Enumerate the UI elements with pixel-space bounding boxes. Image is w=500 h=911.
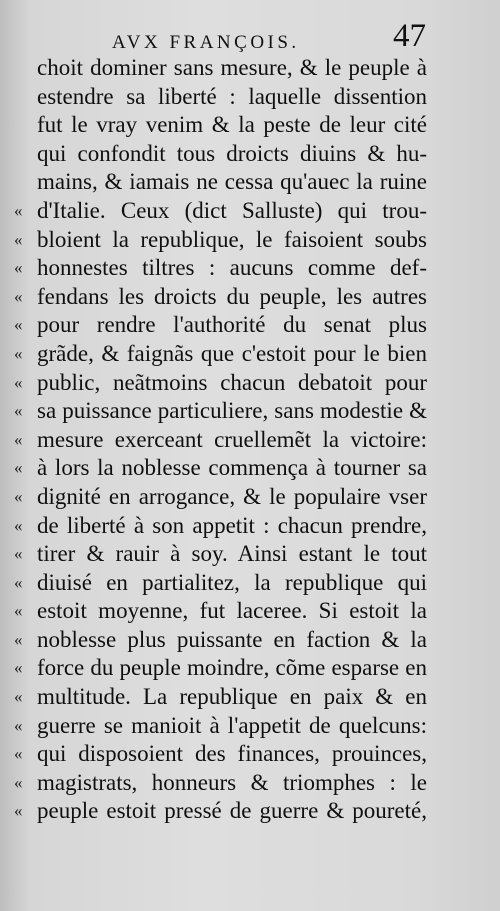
line-text: peuple estoit pressé de guerre & poureté, — [37, 798, 427, 824]
line-text: noblesse plus puissante en faction & la — [37, 626, 427, 652]
line-text: multitude. La republique en paix & en — [37, 684, 427, 710]
text-line — [0, 654, 500, 683]
quote-marker: « — [14, 200, 23, 220]
line-text: fendans les droicts du peuple, les autres — [37, 283, 427, 309]
line-text: public, neãtmoins chacun debatoit pour — [37, 369, 427, 395]
text-line — [0, 83, 500, 112]
line-text: magistrats, honneurs & triomphes : le — [37, 769, 427, 795]
text-line — [0, 168, 500, 197]
text-line — [0, 311, 500, 340]
quote-marker: « — [14, 629, 23, 649]
quote-marker: « — [14, 343, 23, 363]
quote-marker: « — [14, 286, 23, 306]
quote-marker: « — [14, 486, 23, 506]
text-line — [0, 111, 500, 140]
page-number: 47 — [393, 18, 426, 54]
quote-marker: « — [14, 458, 23, 478]
quote-marker: « — [14, 715, 23, 735]
line-text: fut le vray venim & la peste de leur cité — [37, 112, 427, 138]
line-text: estendre sa liberté : laquelle dissention — [37, 83, 427, 109]
quote-marker: « — [14, 515, 23, 535]
line-text: bloient la republique, le faisoient soubs — [37, 226, 427, 252]
text-line — [0, 797, 500, 826]
quote-marker: « — [14, 801, 23, 821]
text-line — [0, 197, 500, 226]
text-line — [0, 712, 500, 741]
text-line — [0, 740, 500, 769]
quote-marker: « — [14, 544, 23, 564]
line-text: estoit moyenne, fut laceree. Si estoit la — [37, 598, 427, 624]
quote-marker: « — [14, 429, 23, 449]
line-text: à lors la noblesse commença à tourner sa — [37, 455, 427, 481]
text-line — [0, 769, 500, 798]
text-line — [0, 626, 500, 655]
text-line — [0, 483, 500, 512]
line-text: mains, & iamais ne cessa qu'auec la ruine — [37, 169, 427, 195]
text-line — [0, 569, 500, 598]
text-line — [0, 512, 500, 541]
text-line — [0, 540, 500, 569]
quote-marker: « — [14, 658, 23, 678]
line-text: pour rendre l'authorité du senat plus — [37, 312, 427, 338]
quote-marker: « — [14, 744, 23, 764]
quote-marker: « — [14, 372, 23, 392]
quote-marker: « — [14, 687, 23, 707]
line-text: honnestes tiltres : aucuns comme def- — [37, 255, 427, 281]
text-line — [0, 283, 500, 312]
quote-marker: « — [14, 772, 23, 792]
text-line — [0, 226, 500, 255]
line-text: diuisé en partialitez, la republique qui — [37, 569, 427, 595]
line-text: d'Italie. Ceux (dict Salluste) qui trou- — [37, 197, 427, 223]
line-text: grãde, & faignãs que c'estoit pour le bien — [37, 340, 427, 366]
line-text: choit dominer sans mesure, & le peuple à — [37, 55, 427, 80]
text-line — [0, 254, 500, 283]
line-text: de liberté à son appetit : chacun prendre, — [37, 512, 427, 538]
text-line — [0, 683, 500, 712]
line-text: qui confondit tous droicts diuins & hu- — [37, 140, 427, 166]
line-text: tirer & rauir à soy. Ainsi estant le tout — [37, 541, 427, 567]
quote-marker: « — [14, 401, 23, 421]
text-line — [0, 597, 500, 626]
text-line — [0, 397, 500, 426]
quote-marker: « — [14, 315, 23, 335]
line-text: qui disposoient des finances, prouinces, — [37, 741, 427, 767]
line-text: mesure exerceant cruellemẽt la victoire: — [37, 426, 427, 452]
line-text: dignité en arrogance, & le populaire vser — [37, 483, 427, 509]
running-head: AVX FRANÇOIS. — [112, 32, 300, 53]
text-line — [0, 140, 500, 169]
quote-marker: « — [14, 601, 23, 621]
text-line — [0, 426, 500, 455]
body-text — [0, 54, 500, 826]
quote-marker: « — [14, 572, 23, 592]
text-line — [0, 340, 500, 369]
quote-marker: « — [14, 229, 23, 249]
quote-marker: « — [14, 258, 23, 278]
line-text: force du peuple moindre, cõme esparse en — [37, 655, 427, 681]
line-text: sa puissance particuliere, sans modestie & — [37, 398, 427, 424]
text-line — [0, 54, 500, 83]
text-line — [0, 369, 500, 398]
line-text: guerre se manioit à l'appetit de quelcuns: — [37, 712, 427, 738]
text-line — [0, 454, 500, 483]
